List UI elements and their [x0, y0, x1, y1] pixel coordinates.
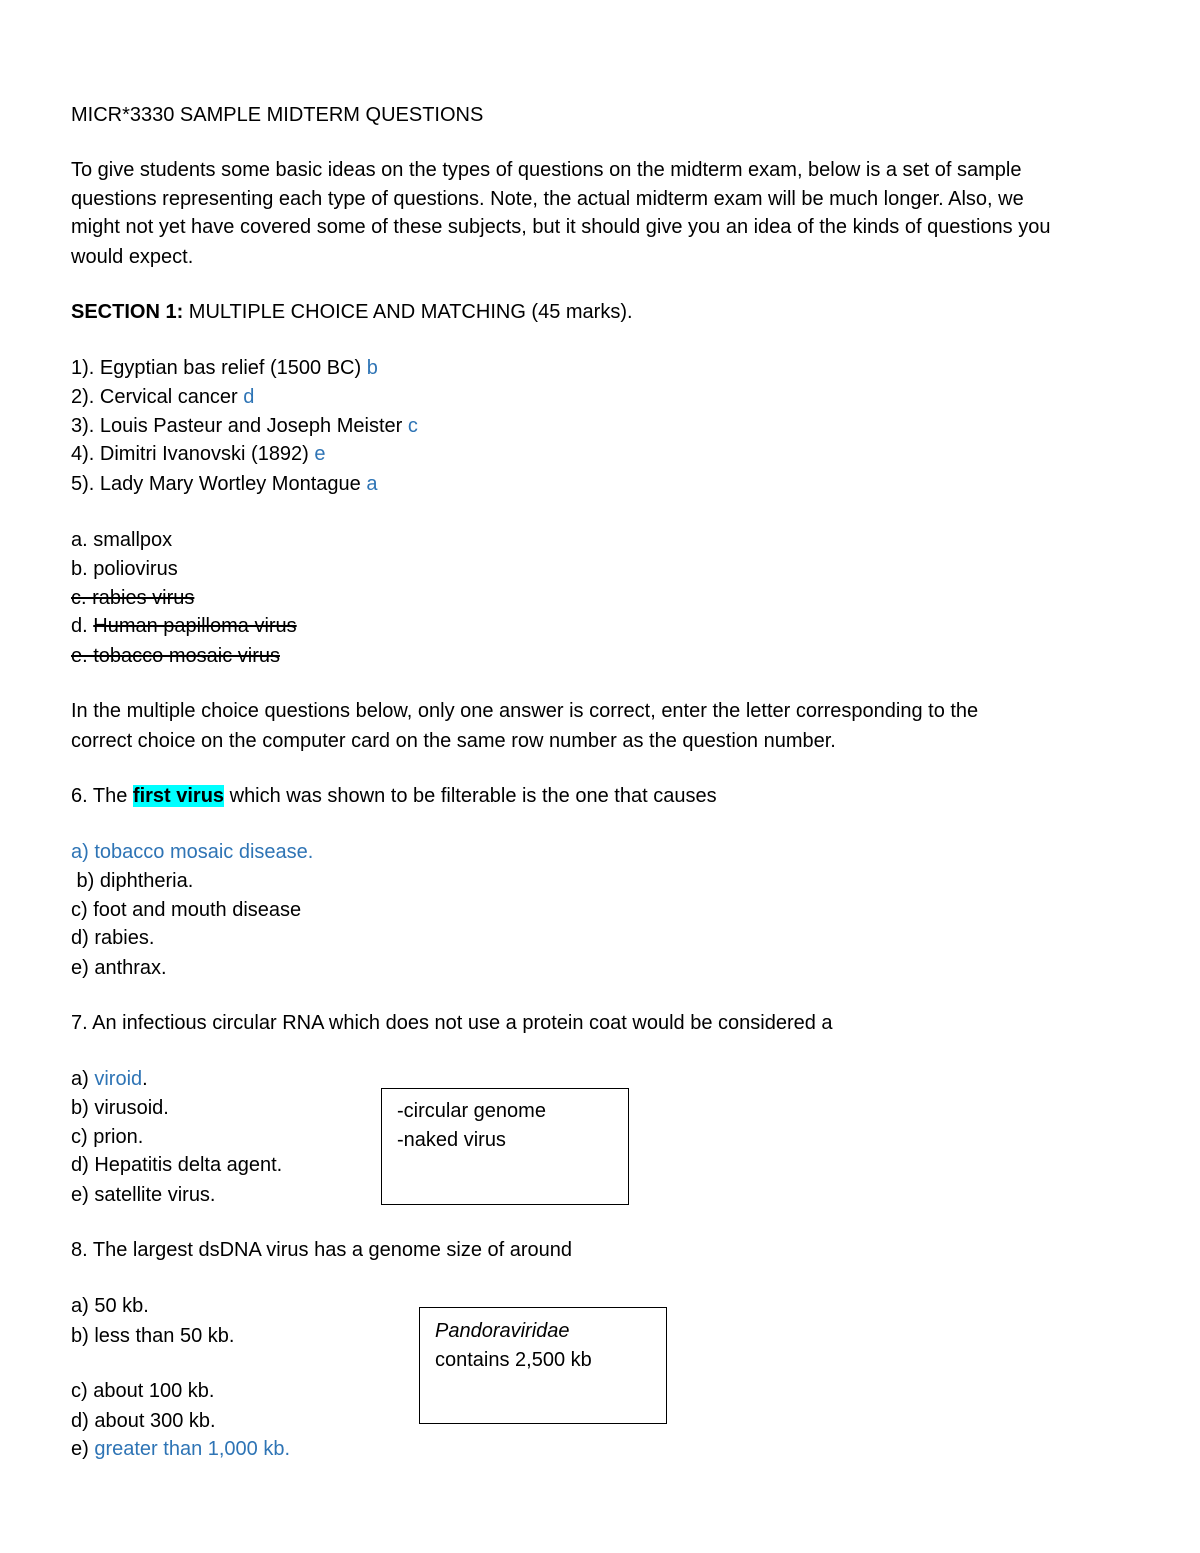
q8-note-italic: Pandoraviridae	[435, 1320, 570, 1342]
matching-text: 2). Cervical cancer	[71, 386, 244, 408]
q7-a-prefix: a)	[71, 1068, 95, 1090]
option-d-struck: Human papilloma virus	[93, 615, 297, 637]
q7-choice-e: e) satellite virus.	[71, 1184, 216, 1206]
mc-instructions-line: correct choice on the computer card on the same row number as the question number.	[71, 730, 836, 752]
question-8: 8. The largest dsDNA virus has a genome size of around	[71, 1239, 573, 1261]
matching-option-e: e. tobacco mosaic virus	[71, 645, 280, 667]
page-title: MICR*3330 SAMPLE MIDTERM QUESTIONS	[71, 104, 484, 126]
q6-choice-a: a) tobacco mosaic disease.	[71, 841, 314, 863]
q8-choice-b: b) less than 50 kb.	[71, 1325, 235, 1347]
section-title: MULTIPLE CHOICE AND MATCHING (45 marks).	[183, 301, 633, 323]
matching-item	[71, 385, 254, 409]
matching-option-a: a. smallpox	[71, 529, 173, 551]
q8-e-prefix: e)	[71, 1438, 95, 1460]
matching-text: 1). Egyptian bas relief (1500 BC)	[71, 357, 367, 379]
q6-post: which was shown to be filterable is the one that causes	[224, 785, 717, 807]
q6-pre: 6. The	[71, 785, 133, 807]
q7-choice-d: d) Hepatitis delta agent.	[71, 1154, 283, 1176]
matching-answer: e	[314, 443, 326, 465]
q7-note-line: -circular genome	[397, 1100, 546, 1122]
q6-choice-b: b) diphtheria.	[71, 870, 194, 892]
q8-note-line: contains 2,500 kb	[435, 1349, 592, 1371]
matching-answer: d	[243, 386, 255, 408]
matching-answer: a	[366, 473, 378, 495]
mc-instructions-line: In the multiple choice questions below, only one answer is correct, enter the letter corresponding to the	[71, 700, 979, 722]
intro-line: would expect.	[71, 246, 194, 268]
section-label: SECTION 1:	[71, 301, 184, 323]
q7-note-line: -naked virus	[397, 1129, 506, 1151]
intro-line: questions representing each type of questions. Note, the actual midterm exam will be much longer. Also, we	[71, 188, 1024, 210]
q7-choice-a	[71, 1067, 148, 1091]
q8-choice-e	[71, 1437, 290, 1461]
matching-item	[71, 356, 378, 380]
matching-option-b: b. poliovirus	[71, 558, 178, 580]
matching-item	[71, 414, 418, 438]
q7-choice-b: b) virusoid.	[71, 1097, 169, 1119]
matching-text: 4). Dimitri Ivanovski (1892)	[71, 443, 315, 465]
q8-e-answer: greater than 1,000 kb.	[94, 1438, 291, 1460]
question-7: 7. An infectious circular RNA which does not use a protein coat would be considered a	[71, 1012, 833, 1034]
section-heading	[71, 300, 633, 324]
option-d-prefix: d.	[71, 615, 94, 637]
q7-choice-c: c) prion.	[71, 1126, 144, 1148]
matching-answer: b	[366, 357, 378, 379]
matching-item	[71, 442, 326, 466]
matching-answer: c	[407, 415, 418, 437]
question-6	[71, 784, 717, 808]
q6-choice-d: d) rabies.	[71, 927, 155, 949]
intro-line: might not yet have covered some of these subjects, but it should give you an idea of the kinds of questions you	[71, 216, 1051, 238]
q6-choice-c: c) foot and mouth disease	[71, 899, 302, 921]
matching-item	[71, 472, 377, 496]
q8-choice-d: d) about 300 kb.	[71, 1410, 216, 1432]
q7-a-suffix: .	[142, 1068, 148, 1090]
q7-note-box	[381, 1088, 629, 1205]
q7-a-answer: viroid	[94, 1068, 143, 1090]
matching-option-d	[71, 614, 297, 638]
intro-line: To give students some basic ideas on the types of questions on the midterm exam, below is a set of sample	[71, 159, 1022, 181]
matching-text: 3). Louis Pasteur and Joseph Meister	[71, 415, 408, 437]
matching-option-c: c. rabies virus	[71, 587, 195, 609]
q8-note-box	[419, 1307, 667, 1424]
q8-choice-c: c) about 100 kb.	[71, 1380, 215, 1402]
q8-choice-a: a) 50 kb.	[71, 1295, 149, 1317]
q6-highlight: first virus	[132, 785, 225, 807]
matching-text: 5). Lady Mary Wortley Montague	[71, 473, 367, 495]
q6-choice-e: e) anthrax.	[71, 957, 167, 979]
